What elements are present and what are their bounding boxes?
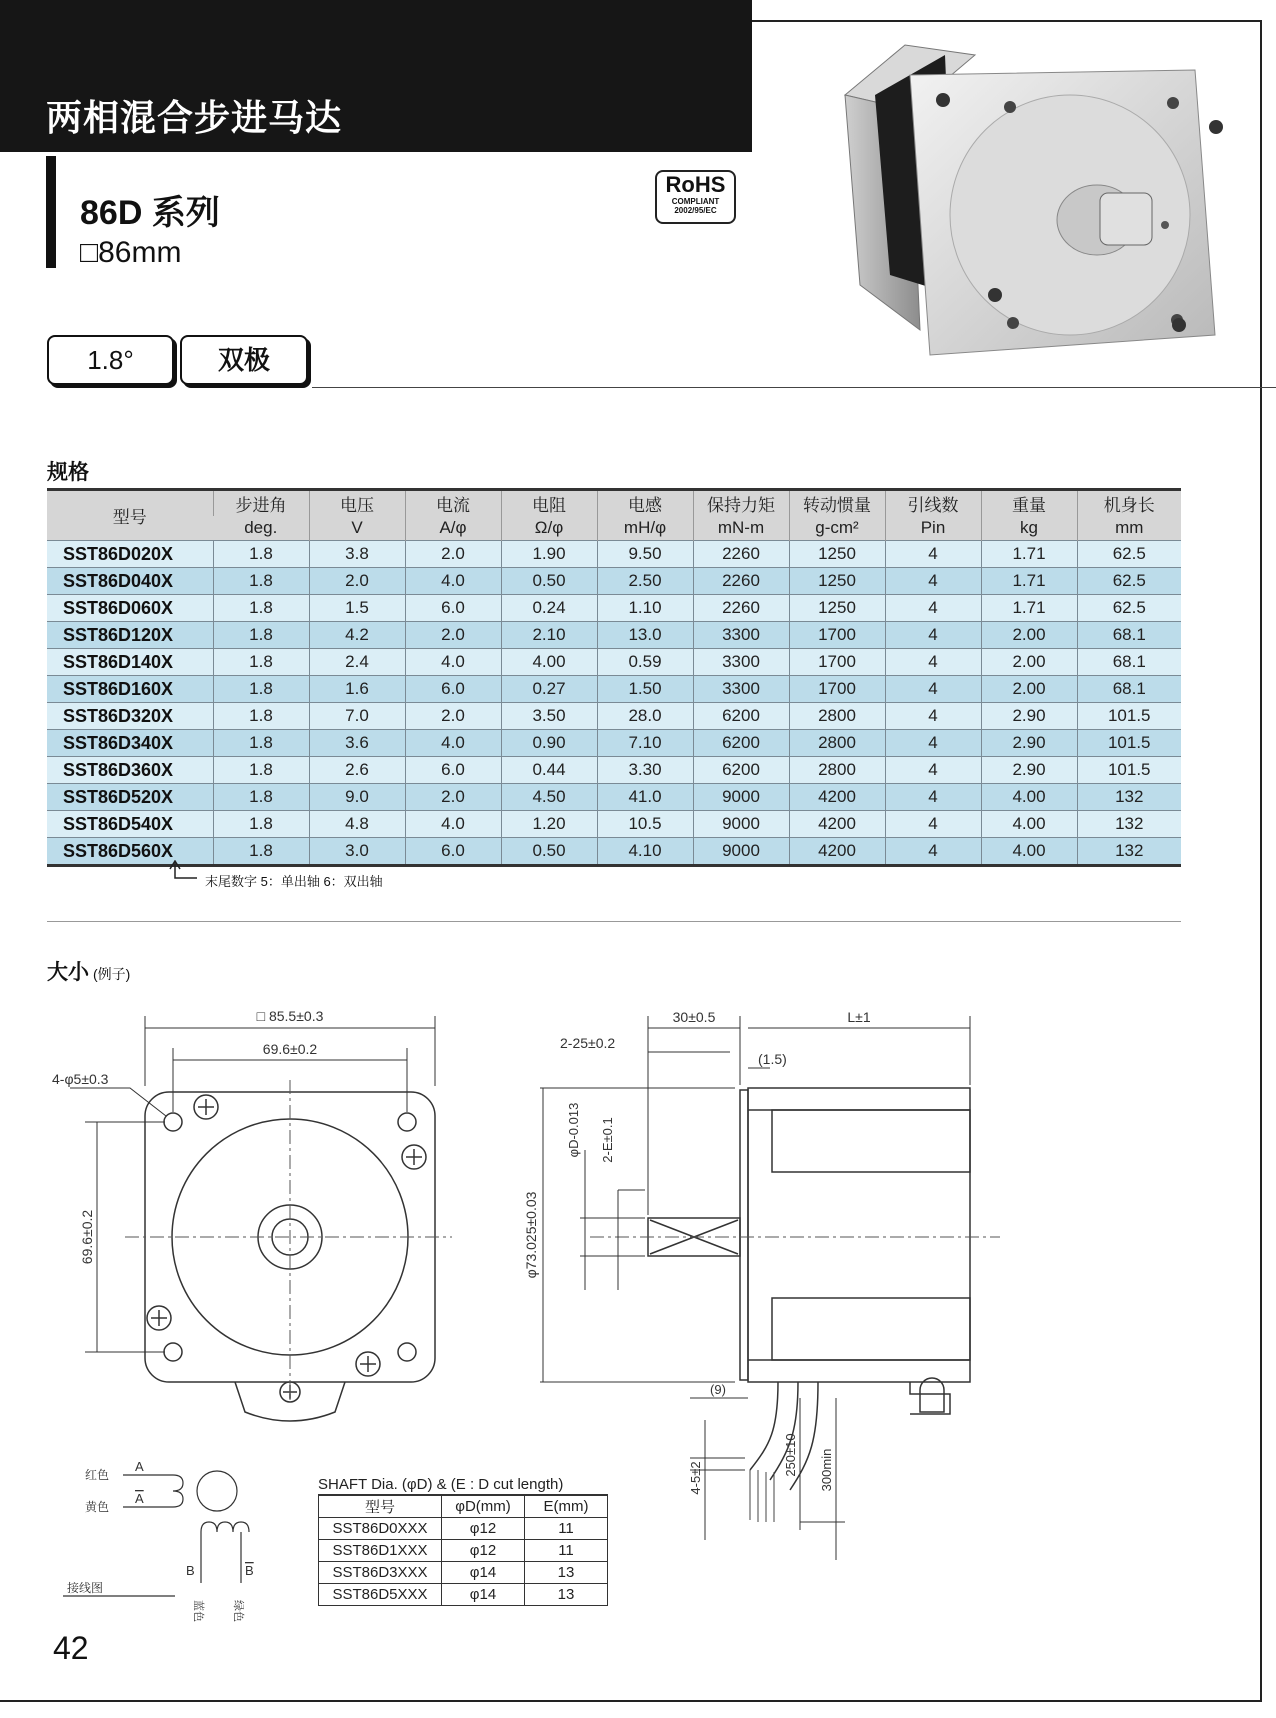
table-cell: 1.90 [501,541,597,568]
unit-kg: kg [981,516,1077,541]
model-cell: SST86D560X [47,838,213,866]
table-cell: 4.50 [501,784,597,811]
page-frame-top [752,20,1262,22]
table-cell: 11 [525,1540,608,1562]
table-cell: 13 [525,1562,608,1584]
unit-mh: mH/φ [597,516,693,541]
table-cell: 1.71 [981,595,1077,622]
table-cell: 2.6 [309,757,405,784]
table-row [47,703,1181,730]
wiring-diagram [55,1455,290,1630]
dimensions-title [47,956,130,986]
table-cell: 1.8 [213,730,309,757]
table-cell: 3.6 [309,730,405,757]
shaft-table-header [319,1495,608,1518]
series-name: 86D 系列 [80,194,220,232]
col-resistance: 电阻 [501,490,597,517]
table-cell: 4.00 [981,811,1077,838]
table-cell: 2.0 [405,703,501,730]
table-cell: 4.0 [405,730,501,757]
table-cell: 1.8 [213,649,309,676]
col-model: 型号 [47,490,213,541]
table-cell: 1700 [789,622,885,649]
col-weight: 重量 [981,490,1077,517]
wire-b: B [186,1563,195,1578]
table-cell: 101.5 [1077,730,1181,757]
table-cell: SST86D1XXX [319,1540,442,1562]
table-cell: 62.5 [1077,568,1181,595]
model-cell: SST86D540X [47,811,213,838]
table-cell: 1.8 [213,622,309,649]
table-cell: φ14 [442,1584,525,1606]
specs-title: 规格 [47,461,89,484]
dimensions-label: 大小 [47,961,89,984]
table-cell: 2.0 [405,541,501,568]
table-cell: 9000 [693,811,789,838]
table-cell: 1.8 [213,838,309,866]
table-row [319,1584,608,1606]
table-cell: 0.59 [597,649,693,676]
table-row [47,568,1181,595]
bipolar-badge: 双极 [180,335,308,385]
header-divider [312,387,1276,388]
specs-units-row [47,516,1181,541]
col-holding-torque: 保持力矩 [693,490,789,517]
dim-pilot: φ73.025±0.03 [523,1191,539,1279]
rohs-label: RoHS [665,172,726,197]
page-frame-right [1260,20,1262,1702]
page-frame-bottom [0,1700,1262,1702]
specs-table [47,488,1181,867]
shaft-col-model: 型号 [319,1495,442,1518]
table-cell: 4 [885,676,981,703]
model-cell: SST86D120X [47,622,213,649]
table-cell: 2.0 [309,568,405,595]
table-row [47,541,1181,568]
model-suffix-note: 末尾数字 5：单出轴 6：双出轴 [205,874,383,889]
table-cell: 1700 [789,649,885,676]
table-cell: 10.5 [597,811,693,838]
table-cell: 1.8 [213,676,309,703]
table-cell: 1250 [789,568,885,595]
dim-lead-b: 250±10 [783,1433,798,1477]
dim-holes: 4-φ5±0.3 [52,1071,109,1087]
table-cell: φ12 [442,1540,525,1562]
table-cell: 1.20 [501,811,597,838]
table-cell: 1250 [789,541,885,568]
table-cell: 4.0 [405,568,501,595]
table-cell: 1.6 [309,676,405,703]
shaft-col-d: φD(mm) [442,1495,525,1518]
table-row [47,838,1181,866]
table-cell: 0.44 [501,757,597,784]
wire-b-bar: B [245,1563,254,1578]
table-cell: 9.50 [597,541,693,568]
table-cell: 4.2 [309,622,405,649]
table-cell: 3300 [693,649,789,676]
table-cell: 4 [885,757,981,784]
model-cell: SST86D340X [47,730,213,757]
table-cell: 2.90 [981,703,1077,730]
dim-lead-c: 300min [819,1448,834,1492]
rohs-compliant: COMPLIANT [671,197,720,206]
step-angle-badge: 1.8° [47,335,174,385]
section-divider [47,921,1181,922]
unit-gcm2: g-cm² [789,516,885,541]
wiring-label: 接线图 [67,1581,104,1595]
dim-pitch-h: 69.6±0.2 [262,1041,318,1057]
table-row [319,1562,608,1584]
col-voltage: 电压 [309,490,405,517]
table-row [47,676,1181,703]
table-cell: 2.50 [597,568,693,595]
table-cell: 9000 [693,784,789,811]
table-cell: 2.90 [981,730,1077,757]
table-row [319,1518,608,1540]
table-cell: 4 [885,568,981,595]
table-cell: 11 [525,1518,608,1540]
dimensions-subtitle: (例子) [93,966,131,982]
table-row [47,784,1181,811]
wire-a: A [135,1459,144,1474]
table-cell: 2.4 [309,649,405,676]
table-cell: 2800 [789,757,885,784]
table-row [319,1540,608,1562]
table-cell: 1.50 [597,676,693,703]
table-cell: 4.0 [405,649,501,676]
table-cell: 132 [1077,811,1181,838]
specs-header-row [47,490,1181,517]
table-cell: 7.10 [597,730,693,757]
table-cell: 4.0 [405,811,501,838]
table-cell: 3300 [693,676,789,703]
table-cell: 4 [885,595,981,622]
table-cell: 1.8 [213,595,309,622]
dim-wire-gap: (9) [710,1382,726,1397]
table-cell: 4200 [789,784,885,811]
col-current: 电流 [405,490,501,517]
wire-blue: 蓝色 [192,1600,204,1622]
unit-a: A/φ [405,516,501,541]
table-cell: 0.24 [501,595,597,622]
table-cell: 0.27 [501,676,597,703]
table-cell: 4 [885,649,981,676]
table-cell: 4200 [789,838,885,866]
table-cell: 1250 [789,595,885,622]
dim-shaft-d: φD-0.013 [566,1102,581,1158]
model-cell: SST86D060X [47,595,213,622]
table-cell: 3300 [693,622,789,649]
table-cell: 4 [885,811,981,838]
rohs-badge [655,170,736,224]
unit-ohm: Ω/φ [501,516,597,541]
table-row [47,730,1181,757]
table-cell: 6.0 [405,595,501,622]
wire-red: 红色 [85,1468,110,1482]
model-cell: SST86D020X [47,541,213,568]
col-leads: 引线数 [885,490,981,517]
table-row [47,595,1181,622]
table-cell: 68.1 [1077,676,1181,703]
rohs-directive: 2002/95/EC [674,206,717,215]
col-length: 机身长 [1077,490,1181,517]
table-cell: 62.5 [1077,541,1181,568]
col-inertia: 转动惯量 [789,490,885,517]
table-cell: 6.0 [405,838,501,866]
table-cell: 9000 [693,838,789,866]
table-cell: 6200 [693,703,789,730]
dim-lead-a: 4-5±2 [688,1461,703,1495]
table-cell: 0.90 [501,730,597,757]
table-cell: SST86D0XXX [319,1518,442,1540]
model-cell: SST86D320X [47,703,213,730]
wire-green: 绿色 [232,1600,244,1622]
dim-shaft-len: 30±0.5 [672,1009,716,1025]
note-arrow-icon [165,860,205,886]
dim-flange: (1.5) [758,1051,787,1067]
table-cell: 1.8 [213,568,309,595]
unit-mnm: mN-m [693,516,789,541]
page-number: 42 [53,1630,89,1666]
table-cell: 2800 [789,703,885,730]
table-cell: 0.50 [501,838,597,866]
table-cell: 2260 [693,541,789,568]
table-cell: 2.10 [501,622,597,649]
table-row [47,649,1181,676]
front-view-drawing [40,1000,460,1440]
table-cell: 4 [885,703,981,730]
dim-cut-len: 2-25±0.2 [560,1035,616,1051]
table-cell: 132 [1077,838,1181,866]
dim-body-len: L±1 [847,1009,871,1025]
table-cell: 4200 [789,811,885,838]
table-cell: 4.00 [981,838,1077,866]
table-cell: SST86D5XXX [319,1584,442,1606]
table-cell: 13 [525,1584,608,1606]
table-cell: 2800 [789,730,885,757]
table-cell: 1.8 [213,757,309,784]
table-cell: 2.00 [981,676,1077,703]
unit-v: V [309,516,405,541]
table-cell: 1.5 [309,595,405,622]
table-cell: 2260 [693,595,789,622]
table-cell: 3.8 [309,541,405,568]
table-cell: 7.0 [309,703,405,730]
wire-yellow: 黄色 [85,1500,110,1514]
table-cell: 4 [885,838,981,866]
table-cell: 1.71 [981,541,1077,568]
motor-photo [835,25,1235,370]
table-cell: 9.0 [309,784,405,811]
table-cell: 2.90 [981,757,1077,784]
model-cell: SST86D160X [47,676,213,703]
table-cell: 0.50 [501,568,597,595]
table-cell: 1700 [789,676,885,703]
table-cell: 1.10 [597,595,693,622]
table-cell: 4.00 [981,784,1077,811]
table-cell: 4 [885,730,981,757]
table-cell: 1.8 [213,703,309,730]
dim-outer: □ 85.5±0.3 [256,1008,324,1024]
table-cell: 1.8 [213,541,309,568]
col-inductance: 电感 [597,490,693,517]
table-cell: 1.8 [213,784,309,811]
model-cell: SST86D040X [47,568,213,595]
table-cell: 3.50 [501,703,597,730]
table-cell: 2.0 [405,784,501,811]
dim-flat: 2-E±0.1 [600,1117,615,1163]
wire-a-bar: A [135,1491,144,1506]
table-cell: 6.0 [405,676,501,703]
side-view-drawing [500,1000,1020,1580]
table-row [47,811,1181,838]
table-cell: 4.10 [597,838,693,866]
table-cell: 2260 [693,568,789,595]
table-cell: 132 [1077,784,1181,811]
dim-pitch-v: 69.6±0.2 [79,1209,95,1265]
table-cell: 1.8 [213,811,309,838]
table-cell: 6200 [693,730,789,757]
table-cell: 101.5 [1077,757,1181,784]
series-accent-bar [46,156,56,268]
table-cell: 68.1 [1077,649,1181,676]
table-row [47,622,1181,649]
model-cell: SST86D520X [47,784,213,811]
table-cell: 28.0 [597,703,693,730]
table-cell: 4 [885,622,981,649]
unit-mm: mm [1077,516,1181,541]
table-cell: 4 [885,541,981,568]
table-cell: 4 [885,784,981,811]
shaft-table-caption: SHAFT Dia. (φD) & (E : D cut length) [318,1476,564,1493]
table-cell: 2.0 [405,622,501,649]
table-cell: 3.0 [309,838,405,866]
table-cell: 101.5 [1077,703,1181,730]
unit-deg: deg. [213,516,309,541]
table-cell: 13.0 [597,622,693,649]
table-cell: SST86D3XXX [319,1562,442,1584]
unit-pin: Pin [885,516,981,541]
series-size: □86mm [80,236,182,269]
table-cell: 1.71 [981,568,1077,595]
table-cell: φ14 [442,1562,525,1584]
table-cell: 6.0 [405,757,501,784]
table-cell: 4.8 [309,811,405,838]
shaft-table [318,1494,608,1606]
table-cell: 2.00 [981,649,1077,676]
table-cell: 41.0 [597,784,693,811]
table-cell: 68.1 [1077,622,1181,649]
table-cell: φ12 [442,1518,525,1540]
page-title: 两相混合步进马达 [46,97,343,138]
shaft-col-e: E(mm) [525,1495,608,1518]
table-cell: 2.00 [981,622,1077,649]
table-cell: 62.5 [1077,595,1181,622]
model-cell: SST86D360X [47,757,213,784]
table-row [47,757,1181,784]
table-cell: 4.00 [501,649,597,676]
table-cell: 3.30 [597,757,693,784]
model-cell: SST86D140X [47,649,213,676]
col-step-angle: 步进角 [213,490,309,517]
table-cell: 6200 [693,757,789,784]
